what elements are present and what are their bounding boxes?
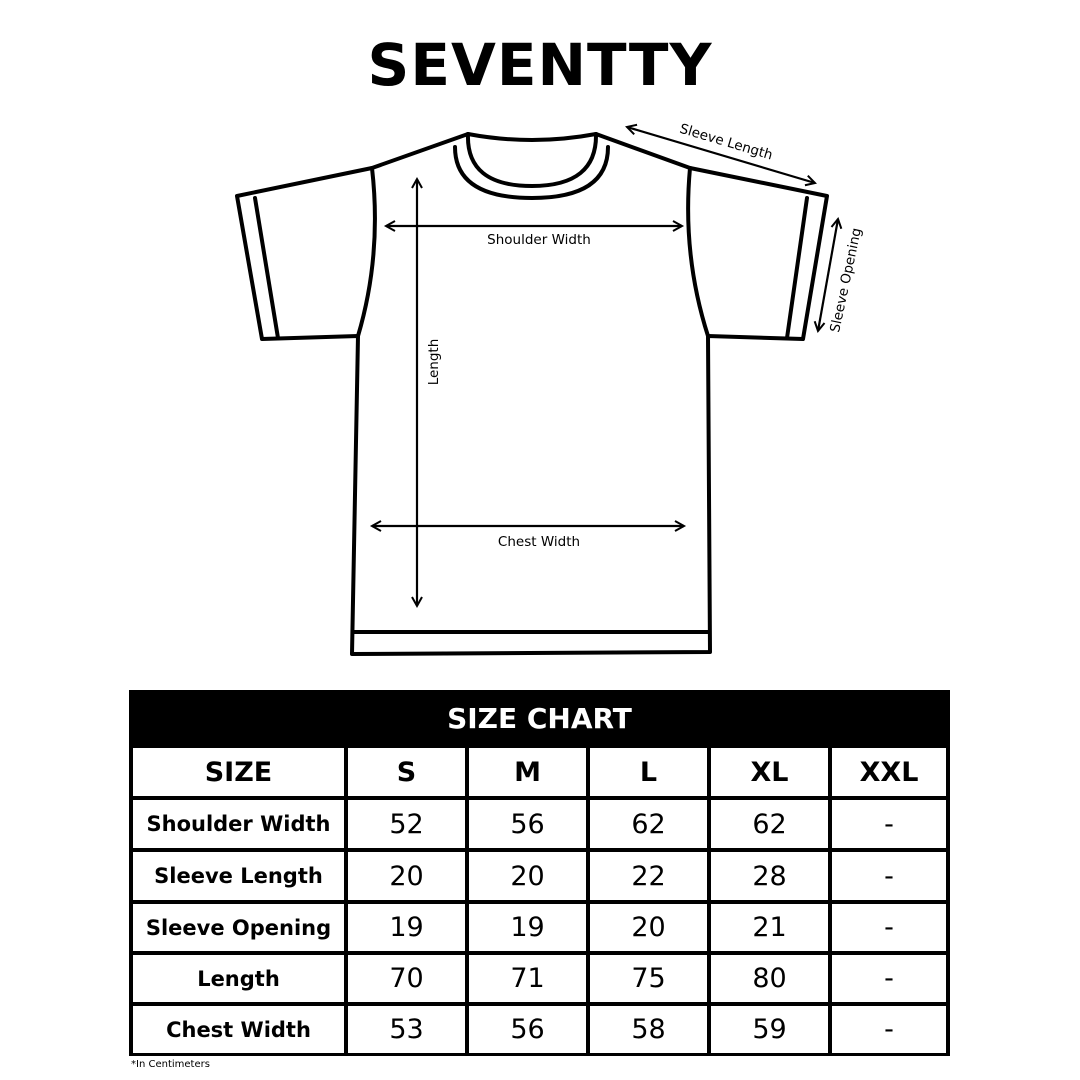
header-label: S (396, 756, 417, 788)
measurement-value-cell (711, 852, 828, 900)
size-column-header (348, 748, 465, 796)
measurement-label: Chest Width (166, 1017, 311, 1042)
measurement-value: - (884, 912, 894, 943)
measurement-value: 80 (752, 963, 787, 994)
measurement-value-cell (590, 800, 707, 848)
measurement-value: 62 (752, 808, 787, 840)
measurement-value: 20 (389, 860, 424, 892)
measurement-value: 56 (510, 808, 545, 840)
size-column-header (711, 748, 828, 796)
measurement-value-cell (711, 1006, 828, 1053)
measurement-value-cell (832, 800, 946, 848)
measurement-value: 56 (510, 1014, 545, 1045)
measurement-label: Sleeve Opening (145, 915, 332, 940)
chest-width-label: Chest Width (497, 534, 581, 550)
measurement-value: - (884, 860, 894, 892)
measurement-value-cell (348, 955, 465, 1002)
measurement-label: Sleeve Length (154, 864, 323, 888)
measurement-value-cell (348, 800, 465, 848)
measurement-value: 22 (631, 860, 666, 892)
measurement-value: 71 (510, 963, 545, 994)
measurement-value-cell (469, 955, 586, 1002)
measurement-value-cell (590, 955, 707, 1002)
measurement-value: - (884, 963, 894, 994)
measurement-value: - (884, 808, 894, 840)
header-label: SIZE (204, 756, 273, 788)
measurement-value: 75 (631, 963, 666, 994)
measurement-value-cell (348, 904, 465, 951)
header-label: XL (750, 756, 789, 788)
measurement-value: 70 (389, 963, 424, 994)
tshirt-outline (237, 134, 827, 654)
measurement-value: 62 (631, 808, 666, 840)
measurement-label-cell (133, 852, 344, 900)
measurement-value-cell (469, 800, 586, 848)
measurement-value-cell (469, 1006, 586, 1053)
length-label: Length (426, 338, 442, 386)
size-chart-table (129, 690, 950, 1056)
measurement-value: 52 (389, 808, 424, 840)
units-footnote: *In Centimeters (131, 1059, 210, 1070)
shoulder-width-label: Shoulder Width (487, 232, 591, 248)
measurement-value: 58 (631, 1014, 666, 1045)
measurement-label-cell (133, 800, 344, 848)
measurement-value: 53 (389, 1014, 424, 1045)
measurement-value-cell (832, 904, 946, 951)
sleeve-length-label: Sleeve Length (677, 120, 775, 164)
measurement-value-cell (590, 852, 707, 900)
header-label: L (639, 756, 658, 788)
measurement-value: - (884, 1014, 894, 1045)
measurement-label-cell (133, 955, 344, 1002)
measurement-value: 59 (752, 1014, 787, 1045)
measurement-value: 28 (752, 860, 787, 892)
measurement-value-cell (711, 904, 828, 951)
size-chart-title: SIZE CHART (447, 702, 632, 735)
size-header-cell (133, 748, 344, 796)
measurement-value-cell (469, 904, 586, 951)
measurement-value: 19 (510, 912, 545, 943)
measurement-value-cell (348, 1006, 465, 1053)
measurement-label-cell (133, 904, 344, 951)
header-label: M (514, 756, 541, 788)
measurement-label: Length (197, 966, 280, 991)
measurement-value-cell (832, 1006, 946, 1053)
measurement-value-cell (469, 852, 586, 900)
measurement-value-cell (348, 852, 465, 900)
measurement-value-cell (711, 800, 828, 848)
size-column-header (832, 748, 946, 796)
sleeve-opening-label: Sleeve Opening (827, 226, 865, 334)
size-column-header (590, 748, 707, 796)
measurement-value: 20 (631, 912, 666, 943)
measurement-value: 21 (752, 912, 787, 943)
measurement-value-cell (832, 852, 946, 900)
measurement-value: 19 (389, 912, 424, 943)
measurement-value: 20 (510, 860, 545, 892)
header-label: XXL (859, 756, 919, 788)
measurement-value-cell (711, 955, 828, 1002)
measurement-value-cell (832, 955, 946, 1002)
brand-title: SEVENTTY (367, 31, 713, 99)
measurement-label-cell (133, 1006, 344, 1053)
measurement-value-cell (590, 904, 707, 951)
measurement-label: Shoulder Width (146, 812, 331, 836)
size-column-header (469, 748, 586, 796)
measurement-value-cell (590, 1006, 707, 1053)
